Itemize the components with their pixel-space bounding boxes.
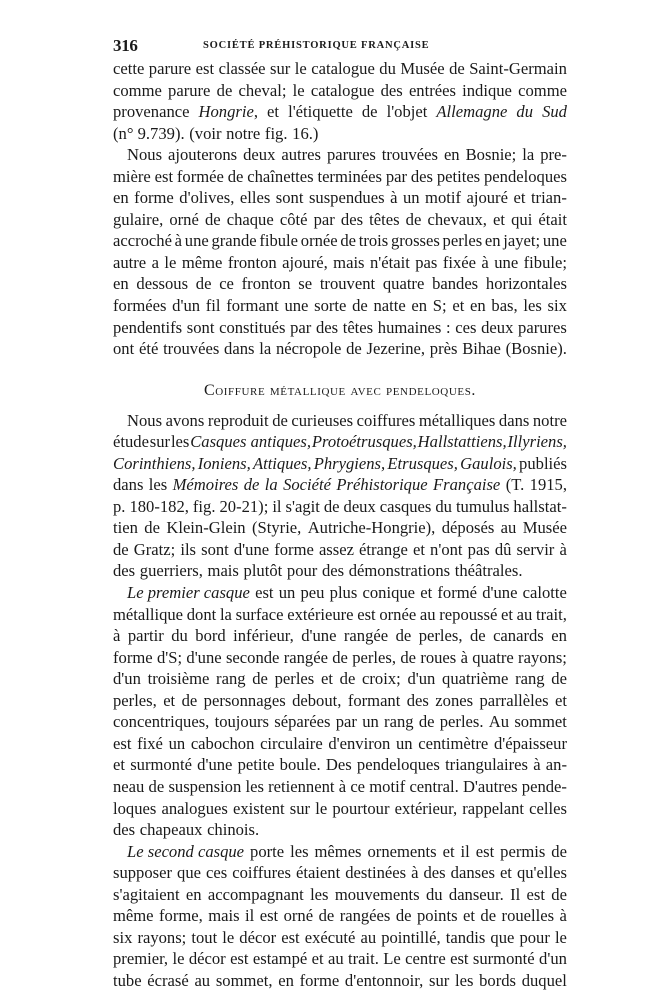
text-line: étude sur les Casques antiques, Protoétrusques, Hallstattiens, Illyriens, [113, 432, 567, 452]
text-line: tube écrasé au sommet, en forme d'entonnoir, sur les bords duquel [113, 970, 567, 990]
text-line: métallique dont la surface extérieure est ornée au repoussé et au trait, [113, 604, 567, 624]
text-line: mière est formée de chaînettes terminées par des petites pendeloques [113, 166, 567, 186]
text-line: concentriques, toujours séparées par un rang de perles. Au sommet [113, 712, 567, 732]
document-page [113, 36, 567, 991]
text-line: des chapeaux chinois. [113, 820, 260, 840]
text-line: en forme d'olives, elles sont suspendues à un motif ajouré et trian- [113, 188, 567, 208]
text-line: s'agitaient en accompagnant les mouvements du danseur. Il est de [113, 884, 567, 904]
text-line: et surmonté d'une petite boule. Des pendeloques triangulaires à an- [113, 755, 567, 775]
text-line: neau de suspension les retiennent à ce motif central. D'autres pende- [113, 776, 567, 796]
text-line: forme d'S; d'une seconde rangée de perles, de roues à quatre rayons; [113, 647, 567, 667]
text-line: dans les Mémoires de la Société Préhistorique Française (T. 1915, [113, 475, 567, 495]
text-line: supposer que ces coiffures étaient destinées à des danses et qu'elles [113, 863, 567, 883]
paragraph [113, 582, 567, 841]
text-line: (n° 9.739). (voir notre fig. 16.) [113, 123, 319, 143]
text-line: six rayons; tout le décor est exécuté au pointillé, tandis que pour le [113, 927, 567, 947]
text-line: perles, et de personnages debout, formant des zones parrallèles et [113, 690, 567, 710]
text-line: d'un troisième rang de perles et de croix; d'un quatrième rang de [113, 669, 567, 689]
text-line: Corinthiens, Ioniens, Attiques, Phrygiens, Etrusques, Gaulois, publiés [113, 453, 567, 473]
text-line: p. 180-182, fig. 20-21); il s'agit de deux casques du tumulus hallstat- [113, 496, 567, 516]
paragraph [113, 841, 567, 991]
text-line: Le premier casque est un peu plus conique et formé d'une calotte [127, 583, 567, 603]
text-line: accroché à une grande fibule ornée de trois grosses perles en jayet; une [113, 231, 567, 251]
text-line: Nous avons reproduit de curieuses coiffures métalliques dans notre [127, 410, 567, 430]
text-line: Le second casque porte les mêmes ornements et il est permis de [127, 841, 567, 861]
text-line: autre a le même fronton ajouré, mais n'était pas fixée à une fibule; [113, 252, 567, 272]
page-header [113, 36, 567, 58]
paragraph [113, 58, 567, 144]
text-line: de Gratz; ils sont d'une forme assez étrange et n'ont pas dû servir à [113, 539, 567, 559]
text-line: des guerriers, mais plutôt pour des démonstrations théâtrales. [113, 561, 523, 581]
text-line: cette parure est classée sur le catalogue du Musée de Saint-Germain [113, 59, 567, 78]
text-line: loques analogues existent sur le pourtour extérieur, rappelant celles [113, 798, 567, 818]
paragraph [113, 144, 567, 359]
text-line: même forme, mais il est orné de rangées de points et de rouelles à [113, 906, 567, 926]
text-line: formées d'un fil formant une sorte de natte en S; et en bas, les six [113, 296, 567, 316]
page-number: 316 [113, 36, 138, 55]
text-line: Nous ajouterons deux autres parures trouvées en Bosnie; la pre- [127, 145, 567, 165]
text-line: comme parure de cheval; le catalogue des entrées indique comme [113, 80, 567, 100]
text-line: à partir du bord inférieur, d'une rangée de perles, de canards en [113, 626, 567, 646]
paragraph [113, 410, 567, 582]
text-line: pendentifs sont constitués par des têtes humaines : ces deux parures [113, 317, 567, 337]
text-line: provenance Hongrie, et l'étiquette de l'objet Allemagne du Sud [113, 102, 567, 122]
body-text-top [113, 58, 567, 360]
text-line: premier, le décor est estampé et au trait. Le centre est surmonté d'un [113, 949, 567, 969]
text-line: est fixé un cabochon circulaire d'environ un centimètre d'épaisseur [113, 733, 567, 753]
text-line: gulaire, orné de chaque côté par des têtes de chevaux, et qui était [113, 209, 567, 229]
running-head: SOCIÉTÉ PRÉHISTORIQUE FRANÇAISE [203, 40, 430, 51]
text-line: ont été trouvées dans la nécropole de Jezerine, près Bihae (Bosnie). [113, 339, 567, 359]
section-heading: Coiffure métallique avec pendeloques. [203, 381, 477, 399]
body-text-bottom [113, 410, 567, 991]
text-line: en dessous de ce fronton se trouvent quatre bandes horizontales [113, 274, 567, 294]
text-line: tien de Klein-Glein (Styrie, Autriche-Hongrie), déposés au Musée [113, 518, 567, 538]
